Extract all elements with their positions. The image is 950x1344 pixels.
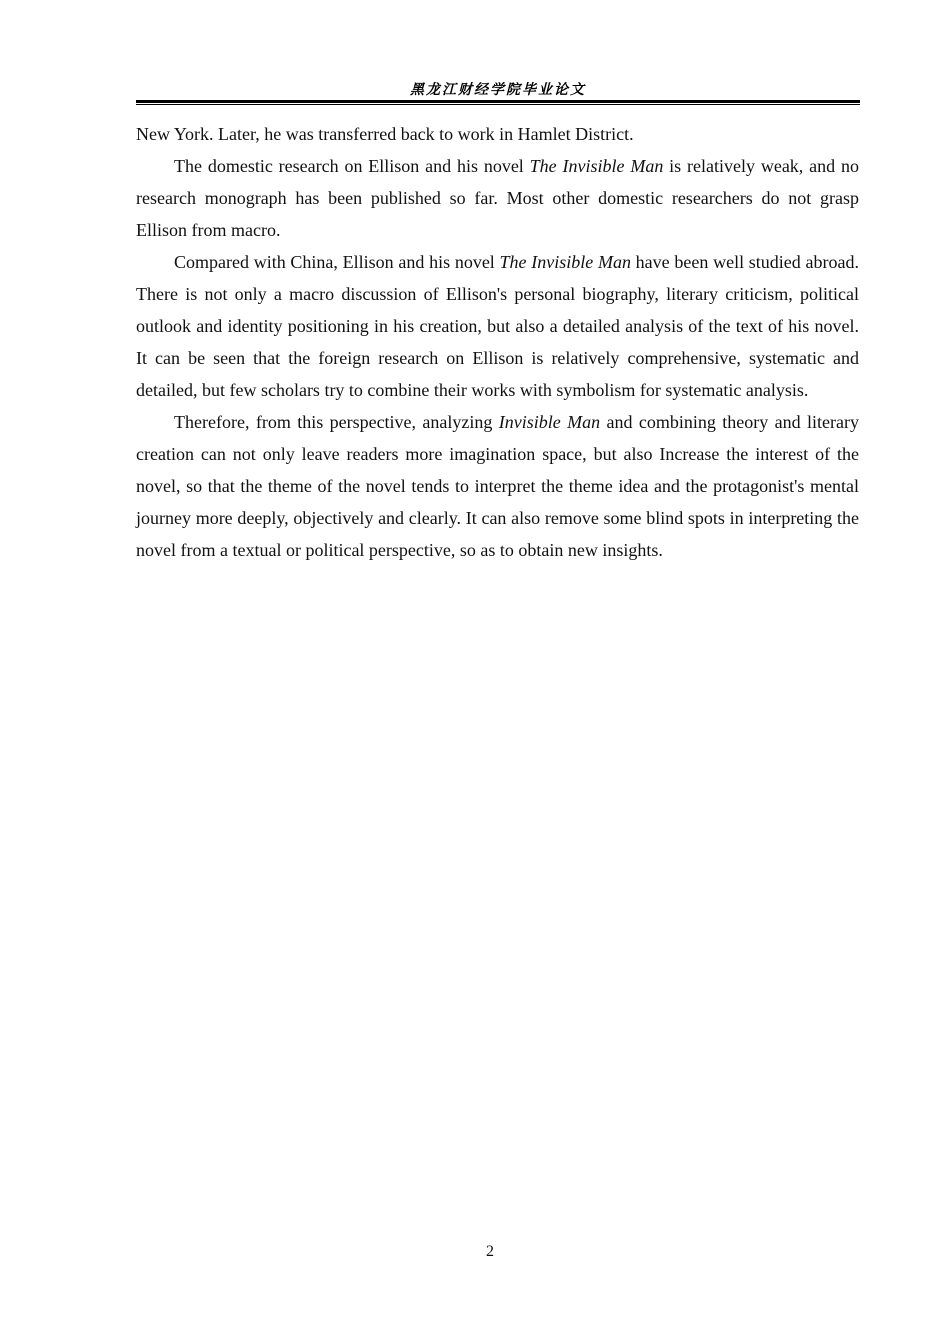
paragraph-4 bbox=[136, 406, 859, 566]
paragraph-3-text-a: Compared with China, Ellison and his novel bbox=[174, 252, 500, 272]
paragraph-2-text-a: The domestic research on Ellison and his novel bbox=[174, 156, 530, 176]
page-number: 2 bbox=[486, 1243, 494, 1260]
paragraph-4-text-b: and combining theory and literary creation can not only leave readers more imagination space, but also Increase the interest of the novel, so that the theme of the novel tends to interpret the theme idea and the protagonist's mental journey more deeply, objectively and clearly. It can also remove some blind spots in interpreting the novel from a textual or political perspective, so as to obtain new insights. bbox=[136, 412, 859, 560]
paragraph-2-book-title: The Invisible Man bbox=[529, 156, 664, 176]
paragraph-4-text-a: Therefore, from this perspective, analyzing bbox=[174, 412, 499, 432]
paragraph-1-text: New York. Later, he was transferred back to work in Hamlet District. bbox=[136, 124, 634, 144]
body-text bbox=[136, 118, 859, 566]
paragraph-3-book-title: The Invisible Man bbox=[499, 252, 631, 272]
header-title: 黑龙江财经学院毕业论文 bbox=[410, 82, 586, 98]
paragraph-1 bbox=[136, 118, 859, 150]
paragraph-2 bbox=[136, 150, 859, 246]
paragraph-2-text-b: is relatively weak, and no research monograph has been published so far. Most other domestic researchers do not grasp Ellison from macro. bbox=[136, 156, 859, 240]
paragraph-3-text-b: have been well studied abroad. There is not only a macro discussion of Ellison's personal biography, literary criticism, political outlook and identity positioning in his creation, but also a detailed analysis of the text of his novel. It can be seen that the foreign research on Ellison is relatively comprehensive, systematic and detailed, but few scholars try to combine their works with symbolism for systematic analysis. bbox=[136, 252, 859, 400]
paragraph-3 bbox=[136, 246, 859, 406]
header-rule-thin bbox=[136, 104, 860, 105]
header-rule-thick bbox=[136, 100, 860, 103]
paragraph-4-book-title: Invisible Man bbox=[498, 412, 601, 432]
